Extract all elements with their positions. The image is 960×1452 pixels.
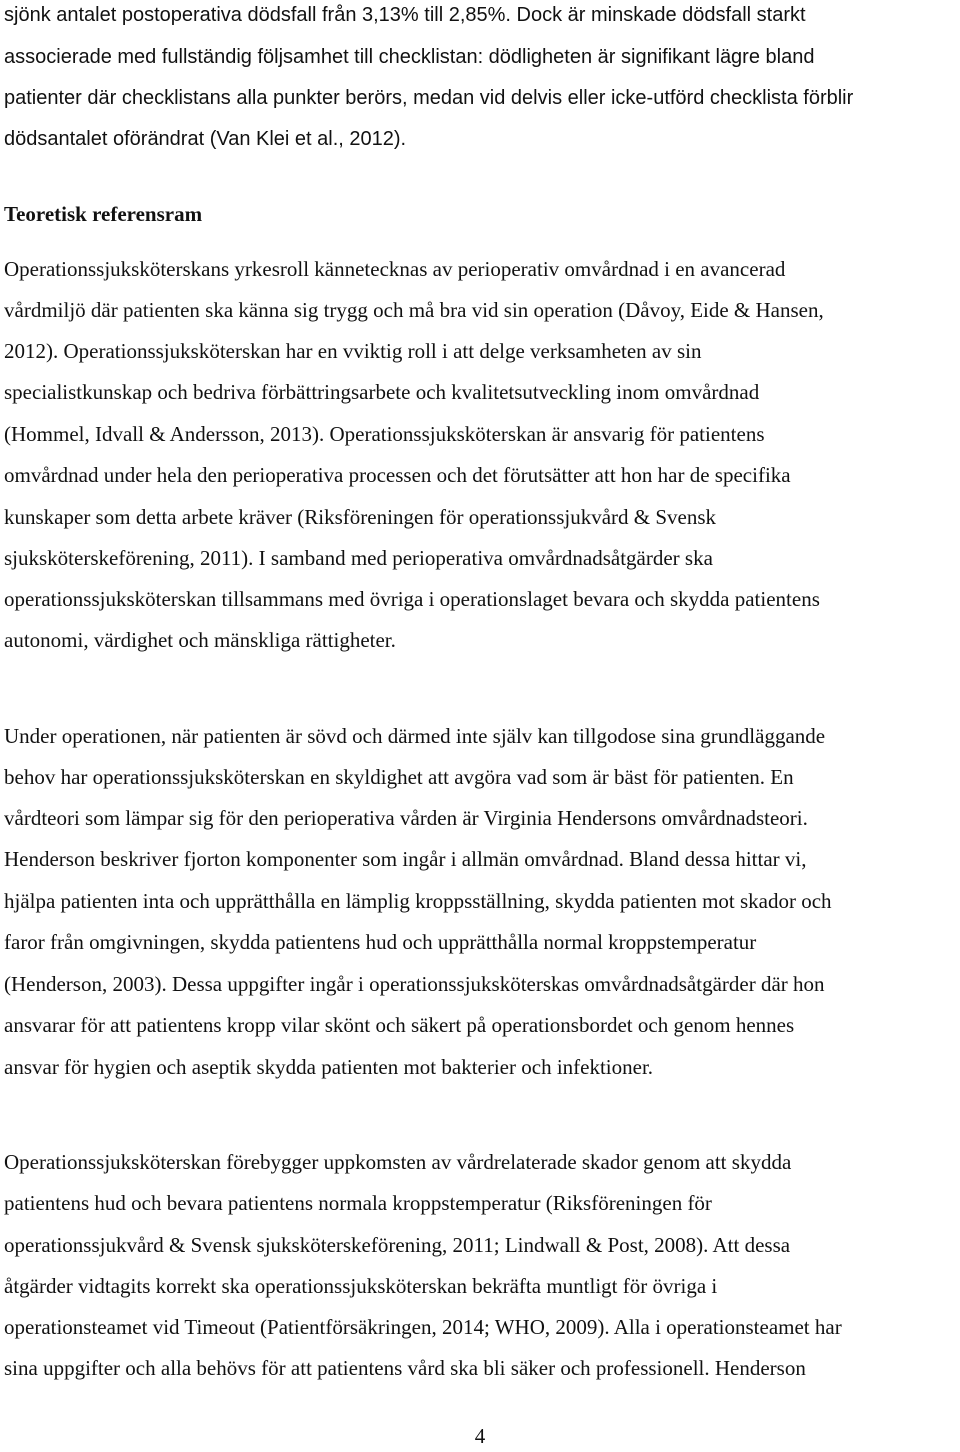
text-line: (Hommel, Idvall & Andersson, 2013). Operationssjuksköterskan är ansvarig för patientens — [4, 422, 765, 446]
text-line: sjuksköterskeförening, 2011). I samband med perioperativa omvårdnadsåtgärder ska — [4, 546, 713, 570]
text-line: patientens hud och bevara patientens normala kroppstemperatur (Riksföreningen för — [4, 1191, 712, 1215]
text-line: kunskaper som detta arbete kräver (Riksföreningen för operationssjukvård & Svensk — [4, 505, 717, 529]
text-line: patienter där checklistans alla punkter berörs, medan vid delvis eller icke-utförd checklista förblir — [4, 87, 854, 109]
text-line: associerade med fullständig följsamhet till checklistan: dödligheten är signifikant lägre bland — [4, 46, 815, 68]
text-line: faror från omgivningen, skydda patientens hud och upprätthålla normal kroppstemperatur — [4, 930, 757, 954]
text-line: vårdteori som lämpar sig för den perioperativa vården är Virginia Hendersons omvårdnadsteori. — [4, 806, 808, 830]
text-line: operationsteamet vid Timeout (Patientförsäkringen, 2014; WHO, 2009). Alla i operationsteamet har — [4, 1315, 842, 1339]
text-line: åtgärder vidtagits korrekt ska operationssjuksköterskan bekräfta muntligt för övriga i — [4, 1274, 718, 1298]
text-line: Henderson beskriver fjorton komponenter som ingår i allmän omvårdnad. Bland dessa hittar vi, — [4, 847, 807, 871]
text-line: omvårdnad under hela den perioperativa processen och det förutsätter att hon har de specifika — [4, 463, 791, 487]
text-line: operationssjukvård & Svensk sjuksköterskeförening, 2011; Lindwall & Post, 2008). Att dessa — [4, 1233, 791, 1257]
text-line: ansvarar för att patientens kropp vilar skönt och säkert på operationsbordet och genom hennes — [4, 1013, 795, 1037]
text-line: autonomi, värdighet och mänskliga rättigheter. — [4, 628, 396, 652]
text-line: behov har operationssjuksköterskan en skyldighet att avgöra vad som är bäst för patienten. En — [4, 765, 794, 789]
text-line: Operationssjuksköterskan förebygger uppkomsten av vårdrelaterade skador genom att skydda — [4, 1150, 792, 1174]
text-line: sjönk antalet postoperativa dödsfall från 3,13% till 2,85%. Dock är minskade dödsfall starkt — [4, 4, 806, 26]
text-line: ansvar för hygien och aseptik skydda patienten mot bakterier och infektioner. — [4, 1055, 654, 1079]
text-line: specialistkunskap och bedriva förbättringsarbete och kvalitetsutveckling inom omvårdnad — [4, 380, 760, 404]
section-heading: Teoretisk referensram — [4, 202, 203, 226]
page-number: 4 — [474, 1424, 486, 1448]
text-line: Operationssjuksköterskans yrkesroll kännetecknas av perioperativ omvårdnad i en avancerad — [4, 257, 786, 281]
text-line: Under operationen, när patienten är sövd och därmed inte själv kan tillgodose sina grundläggande — [4, 724, 826, 748]
text-line: hjälpa patienten inta och upprätthålla en lämplig kroppsställning, skydda patienten mot skador och — [4, 889, 832, 913]
text-line: (Henderson, 2003). Dessa uppgifter ingår i operationssjuksköterskas omvårdnadsåtgärder där hon — [4, 972, 825, 996]
text-line: 2012). Operationssjuksköterskan har en vviktig roll i att delge verksamheten av sin — [4, 339, 702, 363]
text-line: sina uppgifter och alla behövs för att patientens vård ska bli säker och professionell. Henderson — [4, 1356, 806, 1380]
text-line: vårdmiljö där patienten ska känna sig trygg och må bra vid sin operation (Dåvoy, Eide & Hansen, — [4, 298, 824, 322]
text-line: operationssjuksköterskan tillsammans med övriga i operationslaget bevara och skydda patientens — [4, 587, 820, 611]
text-line: dödsantalet oförändrat (Van Klei et al., 2012). — [4, 128, 407, 150]
